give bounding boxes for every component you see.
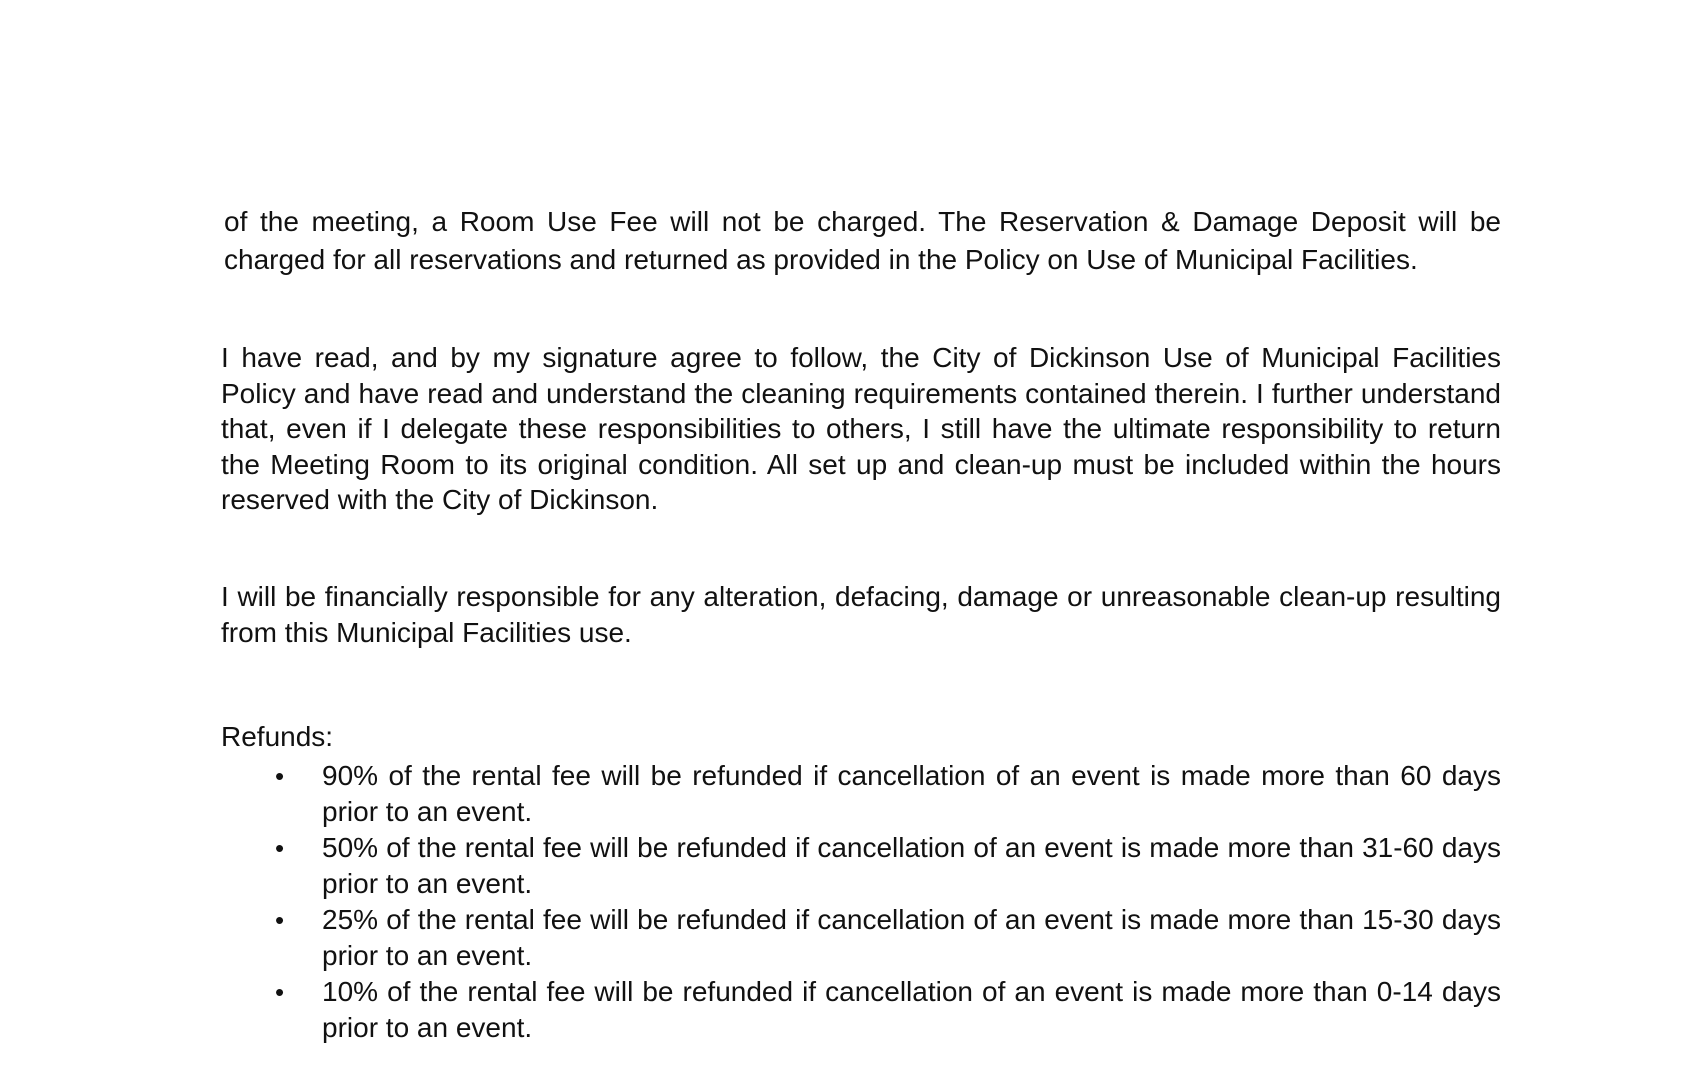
refund-item-50 bbox=[221, 830, 1501, 902]
bullet-icon: • bbox=[275, 833, 285, 863]
bullet-icon: • bbox=[275, 977, 285, 1007]
liability-paragraph: I will be financially responsible for any alteration, defacing, damage or unreasonable clean-up resulting from this Municipal Facilities use. bbox=[221, 581, 1501, 648]
refunds-list bbox=[221, 758, 1501, 1046]
refund-item-text: 50% of the rental fee will be refunded if cancellation of an event is made more than 31-60 days prior to an event. bbox=[322, 832, 1501, 899]
refunds-heading: Refunds: bbox=[221, 721, 334, 752]
refund-item-10 bbox=[221, 974, 1501, 1046]
refund-item-25 bbox=[221, 902, 1501, 974]
bullet-icon: • bbox=[275, 761, 285, 791]
refund-item-text: 90% of the rental fee will be refunded if cancellation of an event is made more than 60 days prior to an event. bbox=[322, 760, 1501, 827]
continuation-paragraph: of the meeting, a Room Use Fee will not be charged. The Reservation & Damage Deposit will be charged for all reservations and returned as provided in the Policy on Use of Municipal Facilities. bbox=[224, 206, 1501, 275]
refund-item-90 bbox=[221, 758, 1501, 830]
bullet-icon: • bbox=[275, 905, 285, 935]
agreement-paragraph: I have read, and by my signature agree to follow, the City of Dickinson Use of Municipal Facilities Policy and have read and understand the cleaning requirements contained therein. I further understand that, even if I delegate these responsibilities to others, I still have the ultimate responsibility to return the Meeting Room to its original condition. All set up and clean-up must be included within the hours reserved with the City of Dickinson. bbox=[221, 342, 1501, 515]
refund-item-text: 10% of the rental fee will be refunded if cancellation of an event is made more than 0-14 days prior to an event. bbox=[322, 976, 1501, 1043]
refund-item-text: 25% of the rental fee will be refunded if cancellation of an event is made more than 15-30 days prior to an event. bbox=[322, 904, 1501, 971]
